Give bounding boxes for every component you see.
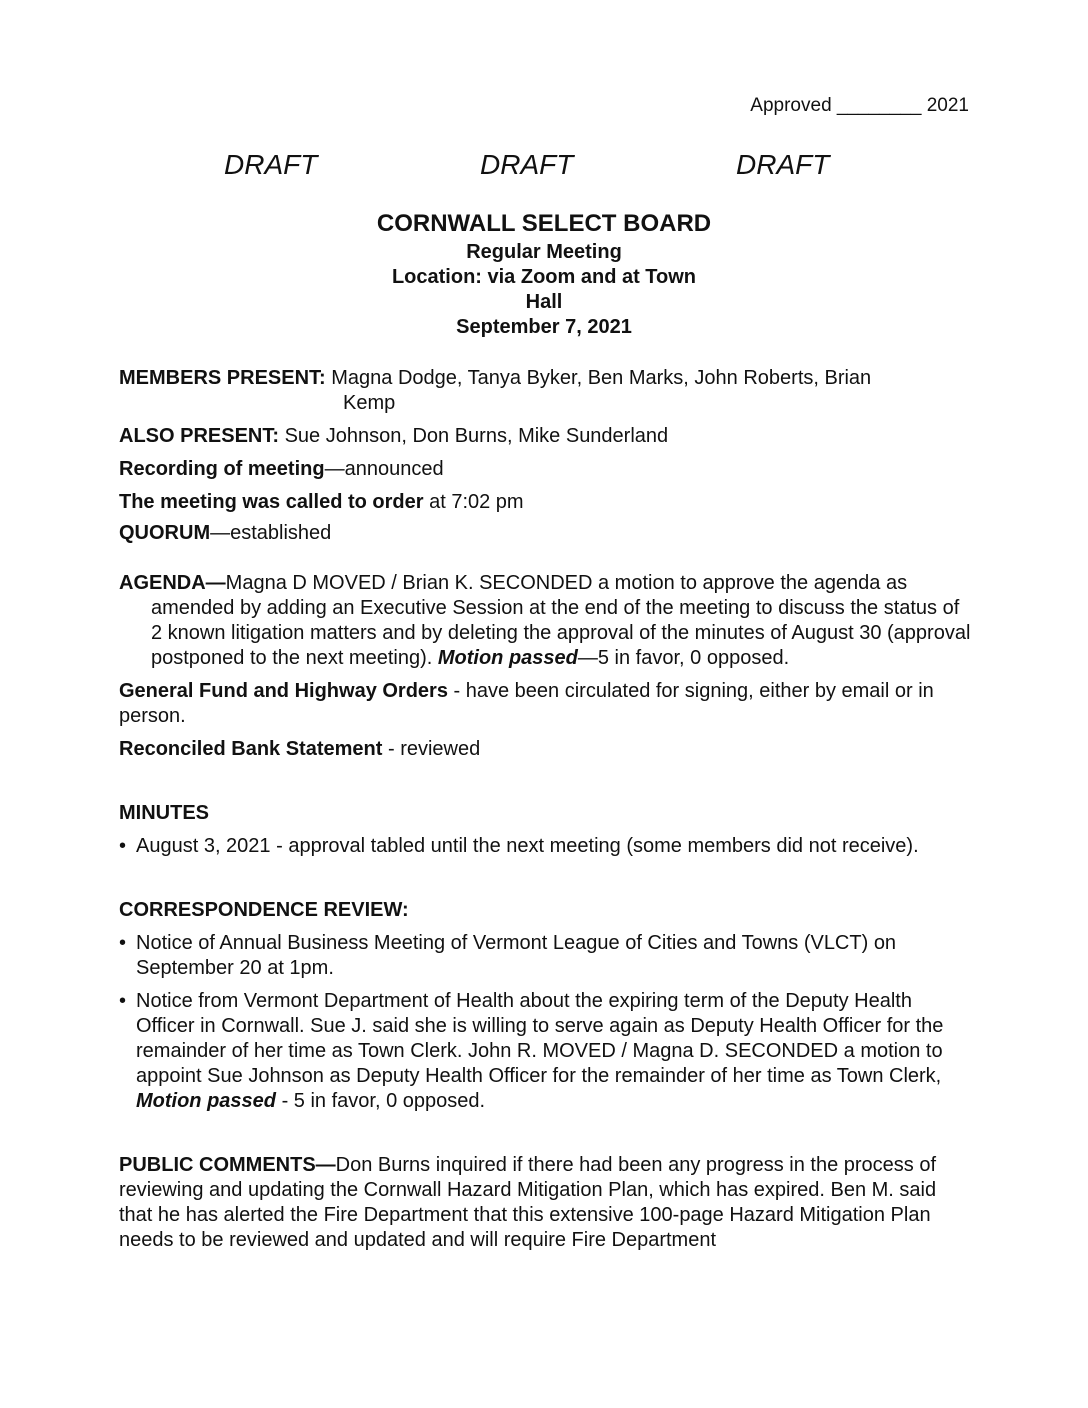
public-comments-text: Don Burns inquired if there had been any progress in the process of reviewing and updating the Cornwall Hazard Mitigation Plan, which has expired. Ben M. said that he has alerted the Fire Department that this extensive 100-page Hazard Mitigation Plan needs to be reviewed and updated and will require Fire Department — [119, 1154, 937, 1251]
meeting-type: Regular Meeting — [466, 241, 622, 263]
members-present-label: MEMBERS PRESENT: — [119, 367, 326, 389]
approved-line: Approved ________ 2021 — [750, 95, 969, 116]
correspondence-list — [119, 931, 974, 1114]
draft-label: DRAFT — [224, 149, 318, 180]
bank-statement-label: Reconciled Bank Statement — [119, 738, 383, 760]
general-fund-paragraph — [119, 679, 974, 729]
members-present-text: Magna Dodge, Tanya Byker, Ben Marks, John Roberts, Brian — [325, 367, 872, 389]
document-header — [300, 208, 788, 340]
list-item: • Notice of Annual Business Meeting of Vermont League of Cities and Towns (VLCT) on September 20 at 1pm. — [119, 931, 974, 981]
minutes-body — [119, 366, 974, 1253]
correspondence-heading: CORRESPONDENCE REVIEW: — [119, 899, 409, 921]
quorum-text: —established — [210, 522, 332, 544]
public-comments-paragraph — [119, 1153, 974, 1253]
list-item: • August 3, 2021 - approval tabled until the next meeting (some members did not receive). — [119, 834, 974, 859]
quorum — [119, 521, 974, 546]
board-title: CORNWALL SELECT BOARD — [376, 210, 712, 237]
agenda-result-text: —5 in favor, 0 opposed. — [577, 647, 790, 669]
members-present-continuation: Kemp — [343, 392, 396, 414]
recording-label: Recording of meeting — [119, 458, 325, 480]
call-to-order-text: at 7:02 pm — [423, 491, 524, 513]
agenda-label: AGENDA— — [119, 572, 226, 594]
members-present — [119, 366, 974, 416]
minutes-list — [119, 834, 974, 859]
also-present — [119, 424, 974, 449]
general-fund-text: - have been circulated for signing, either by email or in person. — [119, 680, 934, 727]
agenda-result-label: Motion passed — [437, 647, 578, 669]
correspondence-result-text: - 5 in favor, 0 opposed. — [276, 1090, 486, 1112]
call-to-order-label: The meeting was called to order — [119, 491, 424, 513]
quorum-label: QUORUM — [119, 522, 211, 544]
public-comments-label: PUBLIC COMMENTS— — [119, 1154, 336, 1176]
draft-watermark-row — [0, 148, 1088, 182]
correspondence-result-label: Motion passed — [136, 1090, 277, 1112]
bank-statement — [119, 737, 974, 762]
call-to-order — [119, 490, 974, 515]
draft-label: DRAFT — [736, 149, 830, 180]
location-line-2: Hall — [525, 291, 563, 313]
also-present-label: ALSO PRESENT: — [119, 425, 280, 447]
agenda-text: Magna D MOVED / Brian K. SECONDED a motion to approve the agenda as amended by adding an Executive Session at the end of the meeting to discuss the status of 2 known litigation matters and by deleting the approval of the minutes of August 30 (approval postponed to the next meeting). — [151, 572, 971, 669]
list-item — [119, 989, 974, 1114]
bank-statement-text: - reviewed — [382, 738, 481, 760]
correspondence-item-text: Notice from Vermont Department of Health about the expiring term of the Deputy Health Officer in Cornwall. Sue J. said she is willing to serve again as Deputy Health Officer for the remainder of her time as Town Clerk. John R. MOVED / Magna D. SECONDED a motion to appoint Sue Johnson as Deputy Health Officer for the remainder of her time as Town Clerk, — [136, 990, 944, 1087]
general-fund-label: General Fund and Highway Orders — [119, 680, 448, 702]
recording-text: —announced — [324, 458, 444, 480]
meeting-date: September 7, 2021 — [456, 316, 632, 338]
agenda-paragraph — [119, 571, 974, 671]
recording-note — [119, 457, 974, 482]
draft-label: DRAFT — [480, 149, 574, 180]
location-line-1: Location: via Zoom and at Town — [391, 266, 697, 288]
also-present-text: Sue Johnson, Don Burns, Mike Sunderland — [279, 425, 669, 447]
minutes-heading: MINUTES — [119, 802, 209, 824]
